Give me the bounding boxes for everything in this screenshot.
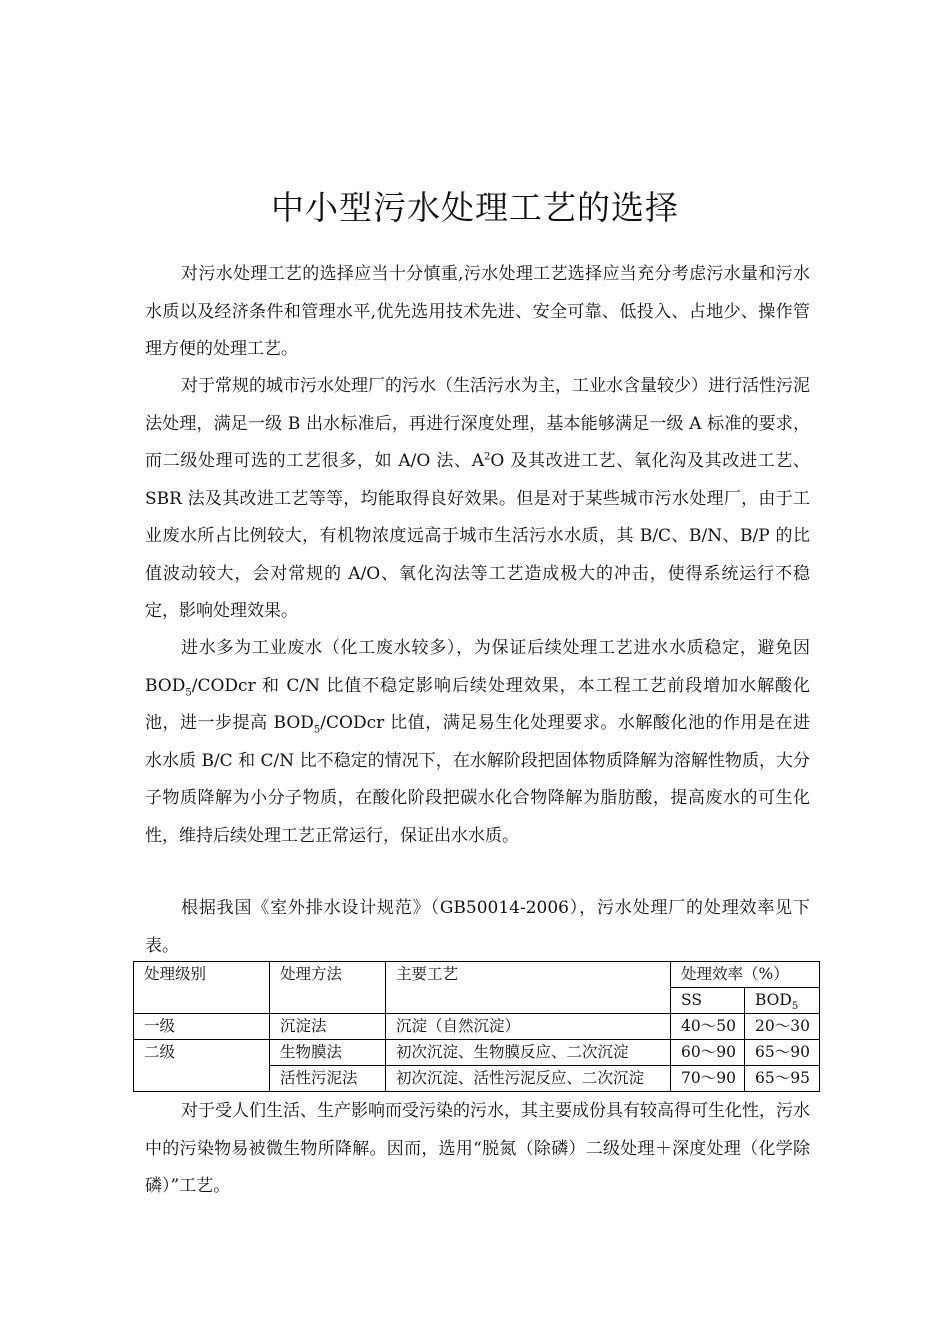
paragraph-3: 进水多为工业废水（化工废水较多），为保证后续处理工艺进水水质稳定，避免因 $BOD_5$/CODcr 和 C/N 比值不稳定影响后续处理效果，本工程工艺前段增加水解酸化池，进一步提高 $BOD_5$/CODcr 比值，满足易生化处理要求。水解酸化池的作用是在进水水质 B/C 和 C/N 比不稳定的情况下，在水解阶段把固体物质降解为溶解性物质，大分子物质降解为小分子物质，在酸化阶段把碳水化合物降解为脂肪酸，提高废水的可生化性，维持后续处理工艺正常运行，保证出水水质。 <box>145 638 810 846</box>
paragraph-1: 对污水处理工艺的选择应当十分慎重,污水处理工艺选择应当充分考虑污水量和污水水质以及经济条件和管理水平,优先选用技术先进、安全可靠、低投入、占地少、操作管理方便的处理工艺。 <box>145 264 810 359</box>
header-method: 处理方法 <box>270 962 386 1014</box>
cell-level: 二级 <box>134 1040 270 1066</box>
paragraph-4: 根据我国《室外排水设计规范》（GB50014-2006），污水处理厂的处理效率见下表。 <box>145 898 810 956</box>
cell-method: 活性污泥法 <box>270 1066 386 1092</box>
table-row <box>134 1066 820 1092</box>
efficiency-table <box>133 961 820 1092</box>
table-row <box>134 1040 820 1066</box>
cell-process: 初次沉淀、活性污泥反应、二次沉淀 <box>386 1066 671 1092</box>
cell-level: 一级 <box>134 1014 270 1040</box>
cell-method: 生物膜法 <box>270 1040 386 1066</box>
cell-bod: 65～95 <box>745 1066 820 1092</box>
cell-process: 初次沉淀、生物膜反应、二次沉淀 <box>386 1040 671 1066</box>
header-ss: SS <box>671 988 745 1014</box>
header-process: 主要工艺 <box>386 962 671 1014</box>
cell-ss: 60～90 <box>671 1040 745 1066</box>
cell-bod: 65～90 <box>745 1040 820 1066</box>
cell-ss: 40～50 <box>671 1014 745 1040</box>
paragraph-2: 对于常规的城市污水处理厂的污水（生活污水为主，工业水含量较少）进行活性污泥法处理，满足一级 B 出水标准后，再进行深度处理，基本能够满足一级 A 标准的要求，而二级处理可选的工艺很多，如 A/O 法、$A^2O$ 及其改进工艺、氧化沟及其改进工艺、SBR 法及其改进工艺等等，均能取得良好效果。但是对于某些城市污水处理厂，由于工业废水所占比例较大，有机物浓度远高于城市生活污水水质，其 B/C、B/N、B/P 的比值波动较大，会对常规的 A/O、氧化沟法等工艺造成极大的冲击，使得系统运行不稳定，影响处理效果。 <box>145 376 810 621</box>
cell-bod: 20～30 <box>745 1014 820 1040</box>
cell-process: 沉淀（自然沉淀） <box>386 1014 671 1040</box>
paragraph-5: 对于受人们生活、生产影响而受污染的污水，其主要成份具有较高得可生化性，污水中的污染物易被微生物所降解。因而，选用“脱氮（除磷）二级处理＋深度处理（化学除磷）”工艺。 <box>145 1101 810 1196</box>
header-bod: $BOD_5$ <box>745 988 820 1014</box>
table-header-row <box>134 962 820 988</box>
cell-method: 沉淀法 <box>270 1014 386 1040</box>
header-efficiency: 处理效率（%） <box>671 962 820 988</box>
table-row <box>134 1014 820 1040</box>
cell-level <box>134 1066 270 1092</box>
cell-ss: 70～90 <box>671 1066 745 1092</box>
document-title: 中小型污水处理工艺的选择 <box>271 188 679 228</box>
header-level: 处理级别 <box>134 962 270 1014</box>
